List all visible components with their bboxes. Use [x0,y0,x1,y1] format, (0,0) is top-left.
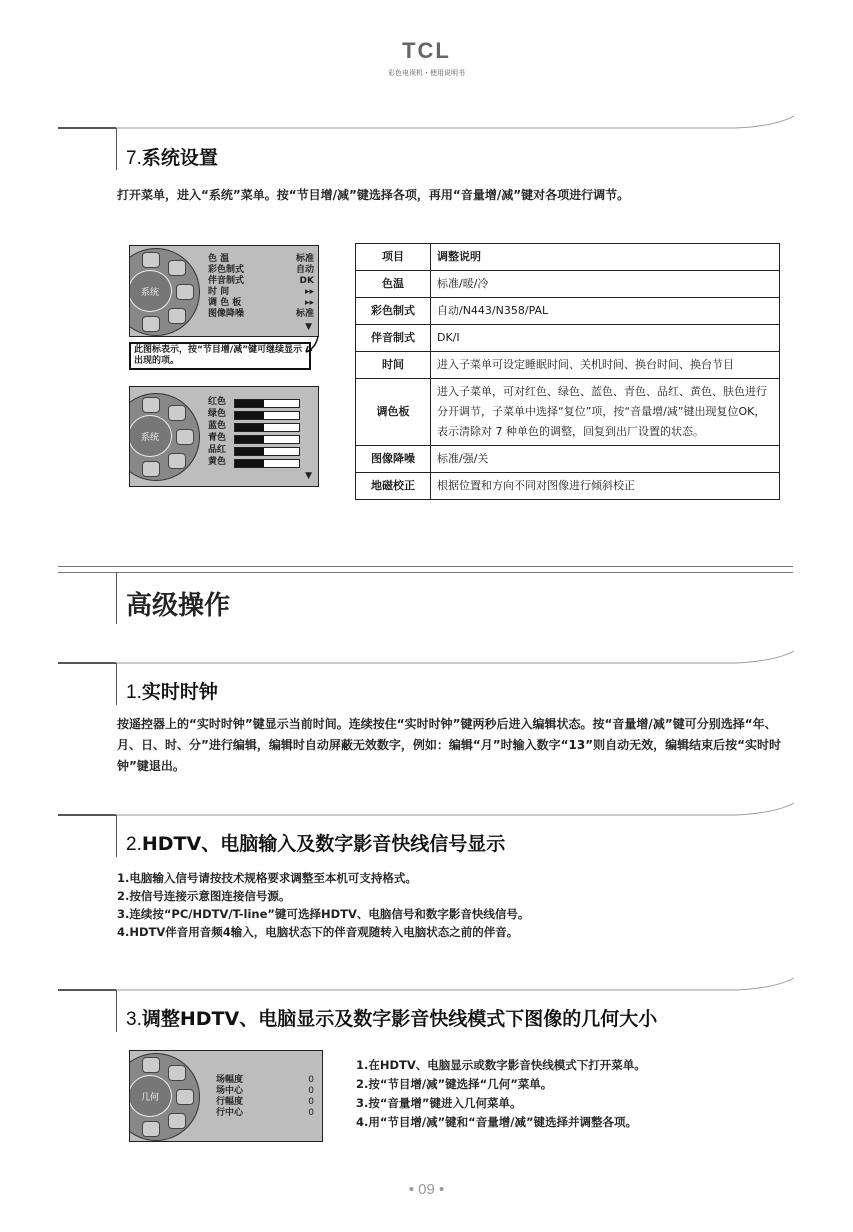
palette-level-fill [235,424,264,431]
chapter-bar [116,572,117,624]
brand-logo: TCL [402,38,451,63]
osd-function-icon [168,308,186,324]
osd-system-menu [129,245,319,337]
osd-picture-icon [142,397,160,413]
osd-menu-items: 色 温 彩色制式 伴音制式 时 间 调 色 板 图像降噪 [208,254,245,319]
palette-level-fill [235,400,264,407]
osd-palette-menu [129,386,319,487]
palette-level-bar [234,447,300,456]
section7-title: 7.系统设置 [126,147,218,169]
section-rule-left [58,989,116,991]
section-bar [116,128,117,170]
table-row: 色温 标准/暖/冷 [356,271,780,298]
section-bar [116,663,117,705]
osd-sound-icon [168,405,186,421]
chapter-rule-top [58,566,793,567]
table-row: 时间 进入子菜单可设定睡眠时间、关机时间、换台时间、换台节目 [356,352,780,379]
section-hdtv-list [117,869,793,941]
list-item: 3.连续按“PC/HDTV/T-line”键可选择HDTV、电脑信号和数字影音快线信号。 [117,907,530,921]
section-geometry-steps [356,1056,786,1132]
list-item: 1.在HDTV、电脑显示或数字影音快线模式下打开菜单。 [356,1058,646,1072]
section-clock-title: 1.实时时钟 [126,681,218,703]
page-number: • 09 • [408,1181,445,1198]
section-bar [116,815,117,857]
section-rule-curve [116,799,796,819]
osd-channel-icon [176,1089,194,1105]
list-item: 3.按“音量增”键进入几何菜单。 [356,1096,522,1110]
osd-geometry-items: 场幅度 场中心 行幅度 行中心 [216,1075,244,1118]
palette-level-fill [235,448,264,455]
list-item: 2.按“节目增/减”键选择“几何”菜单。 [356,1077,553,1091]
table-header-desc: 调整说明 [431,244,780,271]
osd-menu-values: 标准 自动 DK ▸▸ ▸▸ 标准 [295,254,314,319]
section7-intro: 打开菜单，进入“系统”菜单。按“节目增/减”键选择各项，再用“音量增/减”键对各项进行调节。 [117,188,630,202]
palette-bar-label: 绿色 [208,409,227,419]
osd-center-label: 系统 [129,415,172,457]
palette-level-fill [235,436,264,443]
list-item: 4.用“节目增/减”键和“音量增/减”键选择并调整各项。 [356,1115,638,1129]
palette-level-fill [235,412,264,419]
palette-bar-label: 红色 [208,397,227,407]
osd-geometry-menu [129,1050,323,1142]
section-clock-body: 按遥控器上的“实时时钟”键显示当前时间。连续按住“实时时钟”键两秒后进入编辑状态。按“音量增/减”键可分别选择“年、月、日、时、分”进行编辑，编辑时自动屏蔽无效数字，例如：编辑“月”时输入数字“13”则自动无效，编辑结束后按“实时时钟”键退出。 [117,717,782,773]
list-item: 2.按信号连接示意图连接信号源。 [117,889,291,903]
section-bar [116,990,117,1032]
palette-bar-label: 黄色 [208,457,227,467]
osd-more-icon: ▼ [305,322,312,332]
osd-geometry-values: 0 0 0 0 [308,1075,314,1118]
osd-center-label: 系统 [129,270,172,312]
chapter-rule-bottom [58,572,793,573]
section-rule-left [58,127,116,129]
osd-center-label: 几何 [129,1075,172,1117]
osd-tools-icon [142,1121,160,1137]
osd-channel-icon [176,429,194,445]
osd-sound-icon [168,260,186,276]
palette-level-bar [234,423,300,432]
list-item: 4.HDTV伴音用音频4输入，电脑状态下的伴音观随转入电脑状态之前的伴音。 [117,925,519,939]
settings-table [355,243,780,500]
table-row: 地磁校正 根据位置和方向不同对图像进行倾斜校正 [356,473,780,500]
palette-level-bar [234,411,300,420]
section-rule-left [58,814,116,816]
list-item: 1.电脑输入信号请按技术规格要求调整至本机可支持格式。 [117,871,417,885]
osd-tools-icon [142,316,160,332]
osd-picture-icon [142,252,160,268]
osd-sound-icon [168,1065,186,1081]
palette-level-bar [234,399,300,408]
osd-function-icon [168,453,186,469]
header-subtitle: 彩色电视机・使用说明书 [388,69,465,77]
palette-bar-label: 青色 [208,433,227,443]
section-rule-curve [116,112,796,132]
table-row: 图像降噪 标准/强/关 [356,446,780,473]
osd-picture-icon [142,1057,160,1073]
palette-level-fill [235,460,264,467]
section-geometry-title: 3.调整HDTV、电脑显示及数字影音快线模式下图像的几何大小 [126,1008,658,1030]
osd-function-icon [168,1113,186,1129]
table-header-row [356,244,780,271]
section-rule-curve [116,647,796,667]
table-header-item: 项目 [356,244,431,271]
palette-level-bar [234,459,300,468]
palette-level-bar [234,435,300,444]
osd-tools-icon [142,461,160,477]
table-row: 彩色制式 自动/N443/N358/PAL [356,298,780,325]
section-rule-curve [116,974,796,994]
palette-bar-label: 品红 [208,445,227,455]
section-hdtv-title: 2.HDTV、电脑输入及数字影音快线信号显示 [126,833,506,855]
table-row: 调色板 进入子菜单，可对红色、绿色、蓝色、青色、品红、黄色、肤色进行分开调节，子菜单中选择“复位”项，按“音量增/减”键出现复位OK，表示清除对 7 种单色的调整，回复到出厂设置的状态。 [356,379,780,446]
note-arrow-icon [300,334,324,358]
osd-channel-icon [176,284,194,300]
section-rule-left [58,662,116,664]
osd-more-icon: ▼ [305,471,312,481]
table-row: 伴音制式 DK/I [356,325,780,352]
note-callout: 此图标表示，按“节目增/减”键可继续显示出现的项。 [129,342,311,370]
chapter-title: 高级操作 [126,591,231,621]
palette-bar-label: 蓝色 [208,421,227,431]
